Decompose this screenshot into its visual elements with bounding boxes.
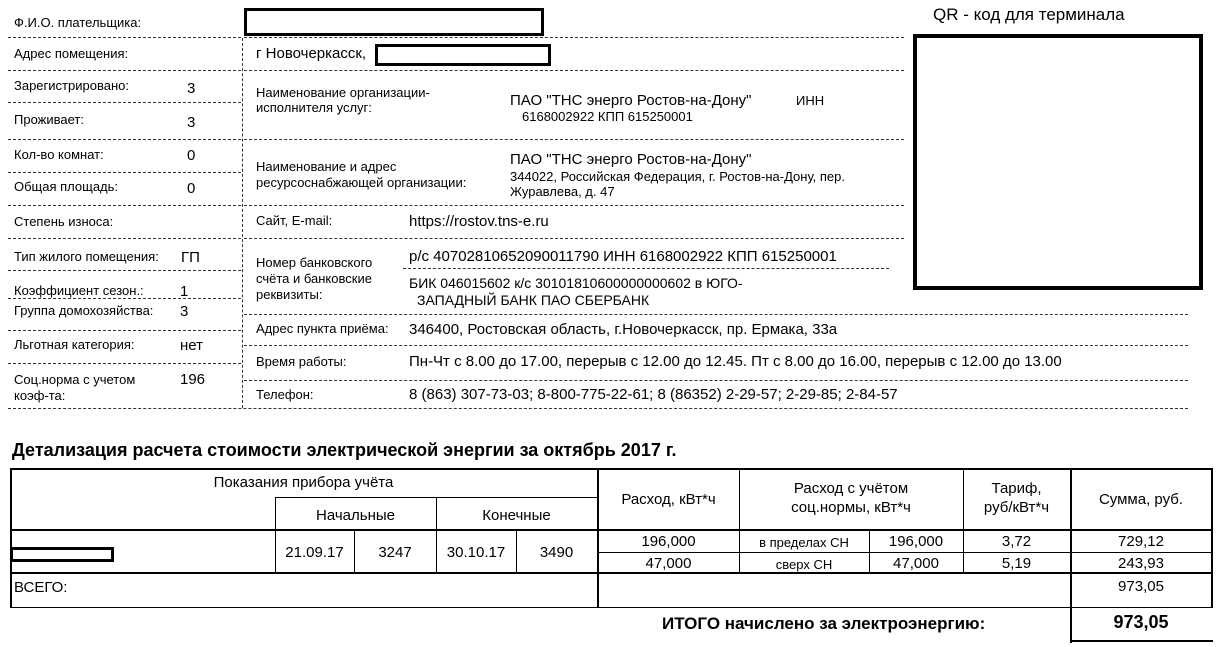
- divider: [8, 330, 241, 331]
- living-label: Проживает:: [14, 112, 84, 127]
- divider: [244, 314, 1188, 315]
- header-end: Конечные: [482, 507, 551, 524]
- fio-label: Ф.И.О. плательщика:: [14, 15, 142, 30]
- site-label: Сайт, E-mail:: [256, 213, 333, 228]
- phone-value: 8 (863) 307-73-03; 8-800-775-22-61; 8 (86352) 2-29-57; 2-29-85; 2-84-57: [409, 386, 898, 403]
- wear-label: Степень износа:: [14, 214, 114, 229]
- within-norm-label: в пределах СН: [759, 535, 849, 550]
- housing-type-value: ГП: [181, 249, 200, 266]
- detail-table: [10, 468, 1213, 610]
- social-norm-label-1: Соц.норма с учетом: [14, 372, 136, 387]
- housing-type-label: Тип жилого помещения:: [14, 249, 159, 264]
- table-border: [1211, 468, 1213, 608]
- office-address: 346400, Ростовская область, г.Новочеркасск, пр. Ермака, 33а: [409, 321, 838, 338]
- registered-value: 3: [187, 80, 196, 97]
- executor-label-1: Наименование организации-: [256, 85, 430, 100]
- over-norm-label: сверх СН: [775, 557, 833, 572]
- bank-label-2: счёта и банковские: [256, 271, 372, 286]
- address-value: г Новочеркасск,: [256, 45, 367, 62]
- divider: [244, 139, 904, 140]
- executor-name: ПАО "ТНС энерго Ростов-на-Дону": [510, 92, 752, 109]
- hours-value: Пн-Чт с 8.00 до 17.00, перерыв с 12.00 до 12.45. Пт с 8.00 до 16.00, перерыв с 12.00 до 13.00: [409, 353, 1062, 370]
- divider: [403, 268, 889, 269]
- header-sum: Сумма, руб.: [1098, 491, 1184, 508]
- norm-over-value: 47,000: [893, 555, 939, 572]
- header-start: Начальные: [316, 507, 395, 524]
- season-coef-label: Коэффициент сезон.:: [14, 283, 144, 298]
- grand-total-value: 973,05: [1113, 612, 1169, 632]
- divider: [244, 345, 1188, 346]
- hours-label: Время работы:: [256, 354, 347, 369]
- bank-bik-1: БИК 046015602 к/с 30101810600000000602 в ЮГО-: [409, 275, 743, 291]
- social-norm-value: 196: [180, 371, 206, 388]
- divider: [244, 238, 904, 239]
- address-label: Адрес помещения:: [14, 46, 129, 61]
- detail-title: Детализация расчета стоимости электрической энергии за октябрь 2017 г.: [12, 440, 677, 460]
- social-norm-label-2: коэф-та:: [14, 388, 66, 403]
- living-value: 3: [187, 114, 196, 131]
- supplier-label-2: ресурсоснабжающей организации:: [256, 175, 467, 190]
- executor-label-2: исполнителя услуг:: [256, 100, 372, 115]
- column-divider: [242, 38, 243, 408]
- header-norm-1: Расход с учётом: [793, 480, 909, 497]
- phone-label: Телефон:: [256, 387, 314, 402]
- supplier-address-1: 344022, Российская Федерация, г. Ростов-на-Дону, пер.: [510, 169, 845, 184]
- divider: [244, 37, 904, 38]
- norm-within-value: 196,000: [888, 533, 944, 550]
- table-line: [10, 572, 1213, 574]
- grand-total-underline: [1070, 640, 1213, 642]
- redacted-address: [375, 44, 551, 66]
- end-date: 30.10.17: [446, 544, 506, 561]
- bank-label-1: Номер банковского: [256, 255, 373, 270]
- supplier-label-1: Наименование и адрес: [256, 159, 397, 174]
- office-label: Адрес пункта приёма:: [256, 321, 389, 336]
- household-group-value: 3: [180, 303, 189, 320]
- total-label: ВСЕГО:: [14, 579, 68, 596]
- divider: [8, 102, 241, 103]
- executor-codes: 6168002922 КПП 615250001: [522, 109, 693, 124]
- bank-label-3: реквизиты:: [256, 287, 323, 302]
- site-link[interactable]: https://rostov.tns-e.ru: [409, 213, 549, 230]
- qr-code-box: [913, 34, 1203, 290]
- benefit-label: Льготная категория:: [14, 337, 135, 352]
- supplier-name: ПАО "ТНС энерго Ростов-на-Дону": [510, 151, 752, 168]
- consumption-over: 47,000: [645, 555, 692, 572]
- divider: [8, 270, 241, 271]
- season-coef-value: 1: [180, 283, 189, 300]
- header-readings: Показания прибора учёта: [213, 474, 394, 491]
- household-group-label: Группа домохозяйства:: [14, 303, 154, 318]
- divider: [8, 172, 241, 173]
- divider: [8, 37, 241, 38]
- tariff-within: 3,72: [1001, 533, 1032, 550]
- table-border: [10, 468, 1213, 470]
- divider: [8, 363, 241, 364]
- benefit-value: нет: [180, 337, 203, 354]
- tariff-over: 5,19: [1001, 555, 1032, 572]
- divider: [8, 205, 241, 206]
- end-value: 3490: [539, 544, 574, 561]
- inn-label: ИНН: [796, 93, 825, 108]
- bank-account: р/с 40702810652090011790 ИНН 6168002922 КПП 615250001: [409, 248, 837, 265]
- area-value: 0: [187, 180, 196, 197]
- divider: [8, 139, 241, 140]
- redacted-meter-number: [10, 547, 114, 562]
- grand-total-label: ИТОГО начислено за электроэнергию:: [662, 614, 986, 633]
- table-line: [597, 552, 1213, 553]
- divider: [244, 70, 904, 71]
- bank-bik-2: ЗАПАДНЫЙ БАНК ПАО СБЕРБАНК: [417, 292, 650, 308]
- redacted-name: [244, 8, 544, 36]
- qr-title: QR - код для терминала: [933, 5, 1125, 24]
- rooms-label: Кол-во комнат:: [14, 147, 104, 162]
- divider: [8, 408, 1188, 409]
- sum-over: 243,93: [1118, 555, 1164, 572]
- divider: [8, 70, 241, 71]
- supplier-address-2: Журавлева, д. 47: [510, 184, 615, 199]
- header-norm-2: соц.нормы, кВт*ч: [791, 499, 911, 516]
- divider: [244, 380, 1188, 381]
- total-value: 973,05: [1118, 578, 1164, 595]
- header-tariff-1: Тариф,: [991, 480, 1042, 497]
- header-tariff-2: руб/кВт*ч: [983, 499, 1050, 516]
- start-date: 21.09.17: [285, 544, 344, 561]
- registered-label: Зарегистрировано:: [14, 78, 129, 93]
- divider: [8, 238, 241, 239]
- sum-within: 729,12: [1118, 533, 1164, 550]
- area-label: Общая площадь:: [14, 179, 119, 194]
- header-consumption: Расход, кВт*ч: [621, 491, 716, 508]
- table-line: [10, 529, 1213, 531]
- rooms-value: 0: [187, 147, 196, 164]
- table-border: [10, 607, 1213, 608]
- divider: [8, 298, 241, 299]
- start-value: 3247: [378, 544, 412, 561]
- consumption-within: 196,000: [641, 533, 696, 550]
- divider: [244, 205, 904, 206]
